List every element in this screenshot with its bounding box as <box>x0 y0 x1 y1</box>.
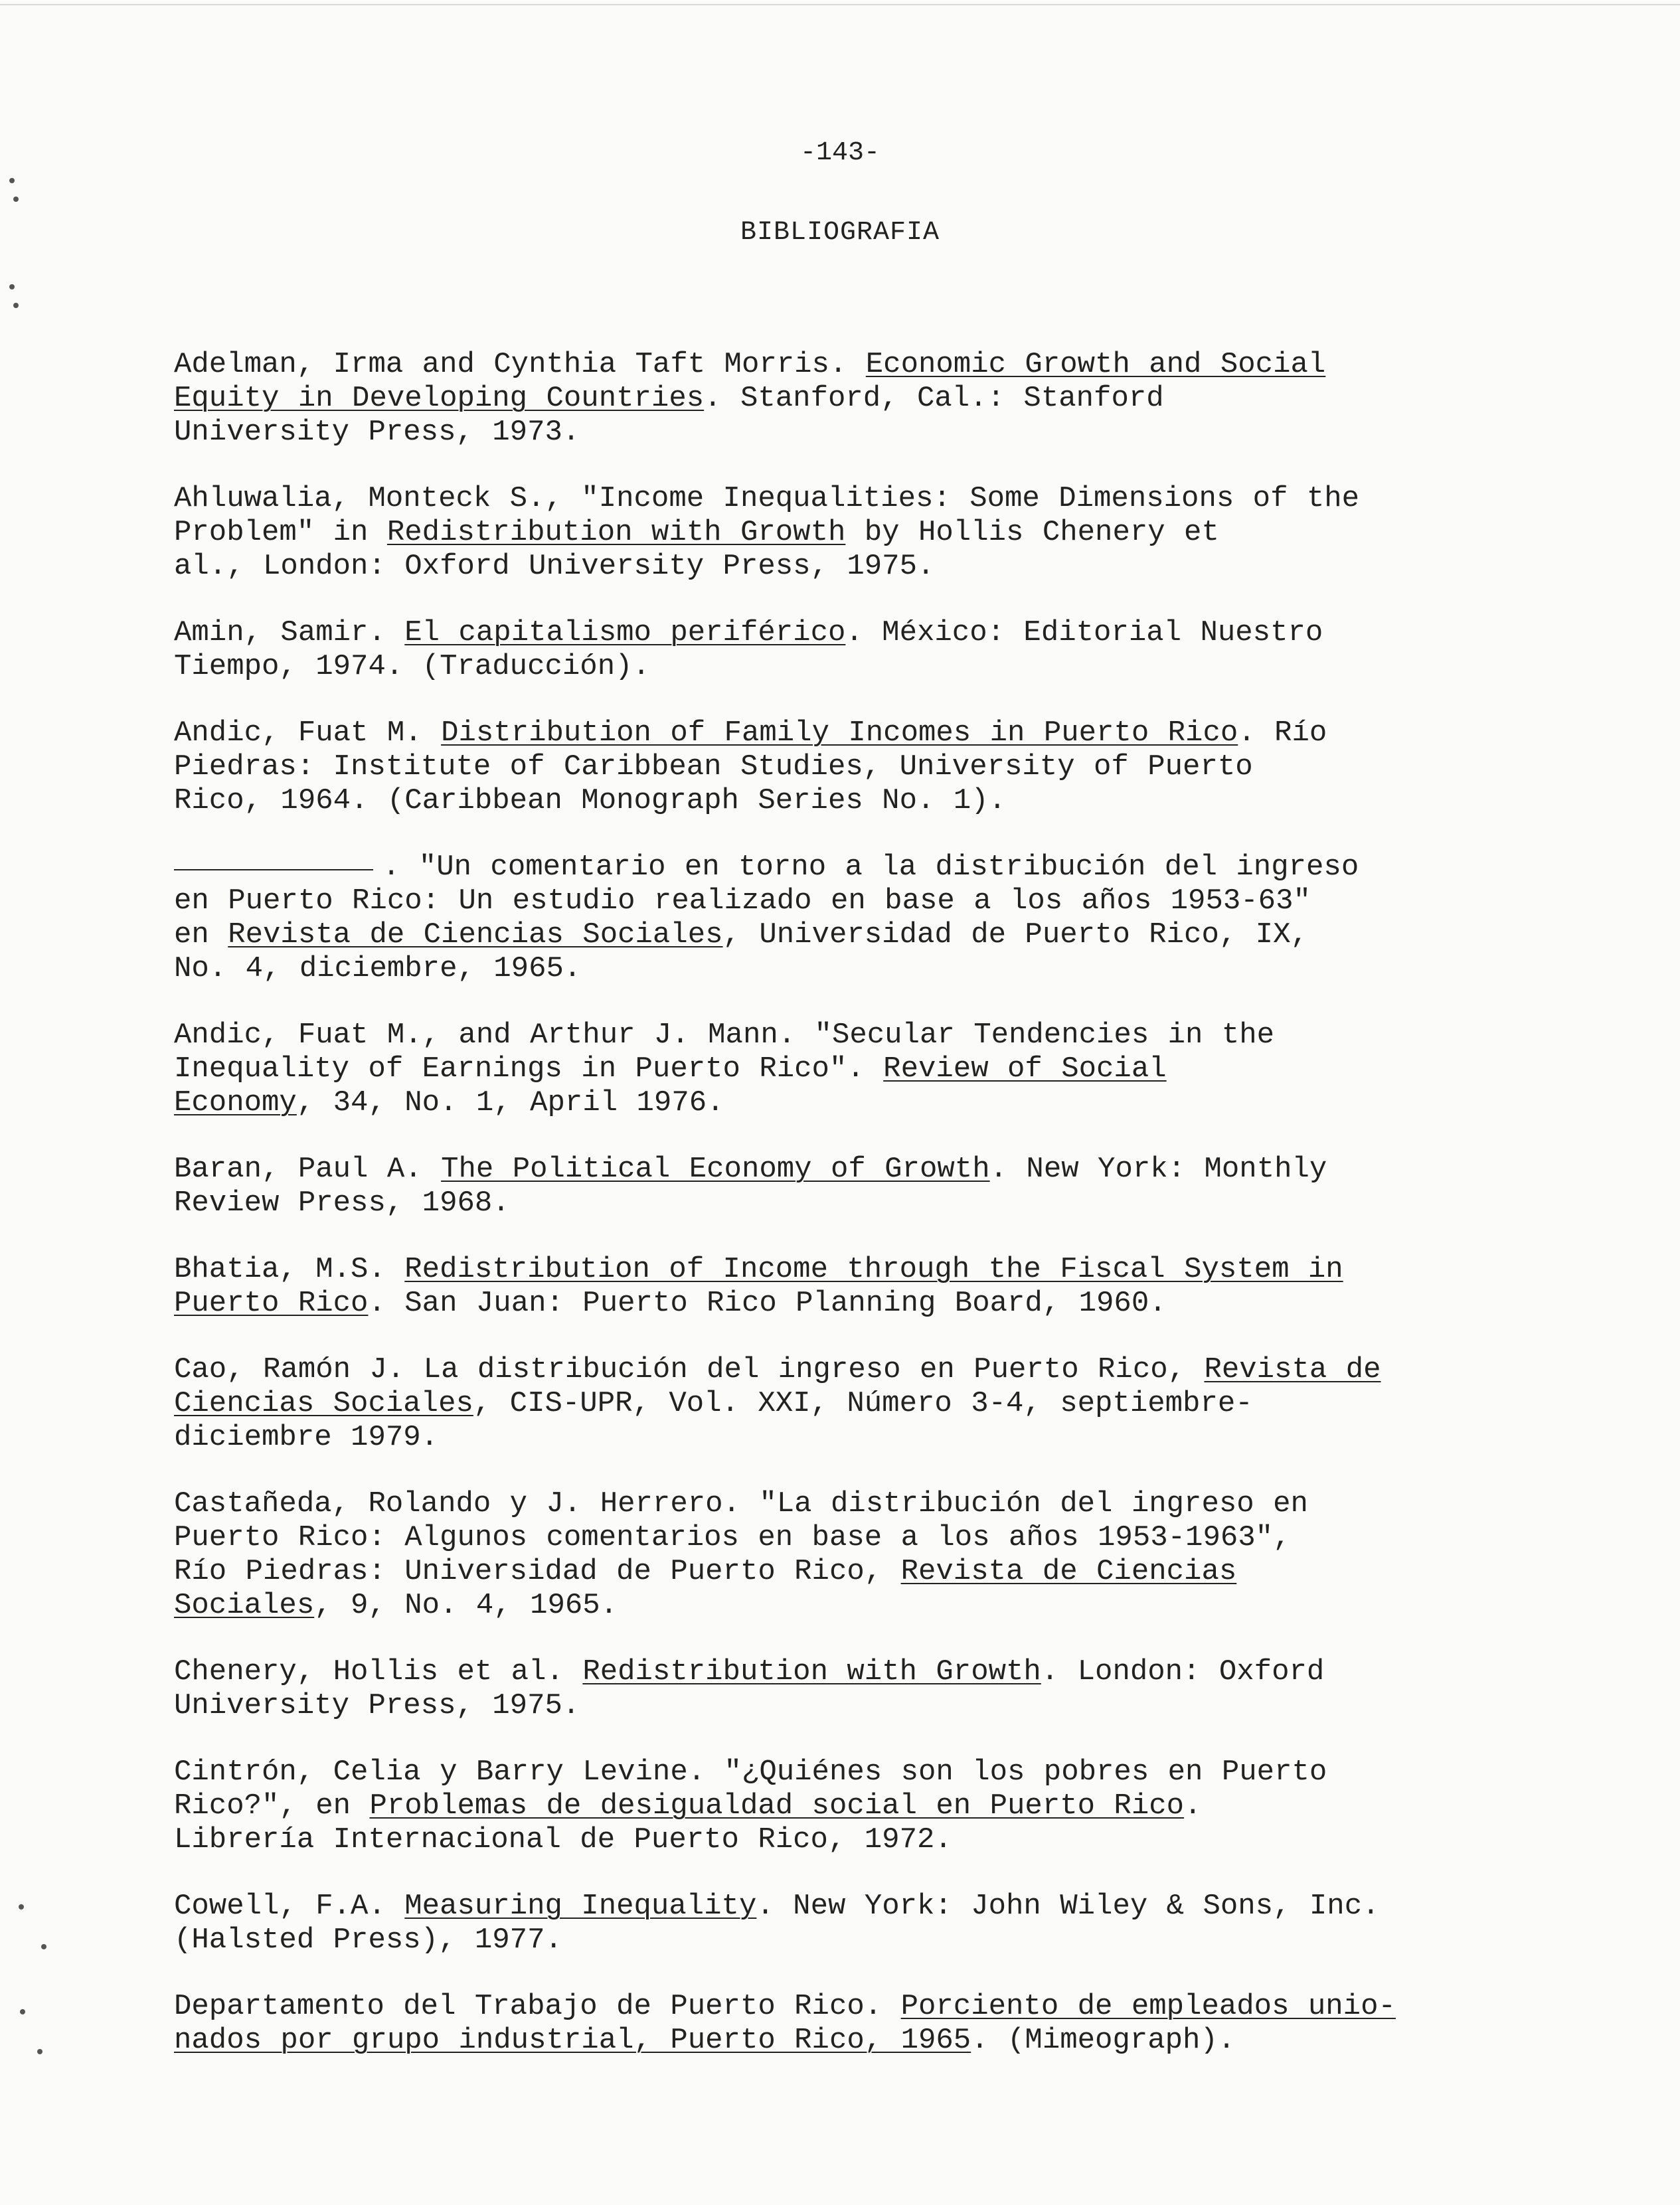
entry-text: . "Un comentario en torno a la distribución del ingreso <box>382 851 1359 884</box>
entry-line <box>174 348 1502 382</box>
margin-dot <box>9 178 15 183</box>
bibliography-entry <box>174 1353 1502 1455</box>
entry-text: Cintrón, Celia y Barry Levine. "¿Quiénes son los pobres en Puerto <box>174 1756 1327 1789</box>
bibliography-list <box>174 348 1502 2058</box>
entry-gap <box>174 1321 1502 1353</box>
entry-line <box>174 382 1502 416</box>
underlined-title: Revista de Ciencias <box>900 1555 1237 1588</box>
underlined-title: El capitalismo periférico <box>404 616 846 649</box>
entry-line <box>174 716 1502 750</box>
entry-text: Baran, Paul A. <box>174 1153 442 1186</box>
bibliography-entry <box>174 1655 1502 1723</box>
entry-text: Puerto Rico: Algunos comentarios en base a los años 1953-1963", <box>174 1521 1291 1554</box>
bibliography-entry <box>174 1253 1502 1321</box>
entry-text: , 34, No. 1, April 1976. <box>296 1086 724 1119</box>
entry-text: diciembre 1979. <box>174 1421 439 1454</box>
margin-dot <box>37 2049 42 2054</box>
underlined-title: Puerto Rico <box>174 1287 369 1320</box>
entry-text: , Universidad de Puerto Rico, IX, <box>722 918 1308 951</box>
entry-line <box>174 1387 1502 1421</box>
underlined-title: Review of Social <box>883 1052 1167 1086</box>
entry-line <box>174 482 1502 516</box>
margin-dot <box>20 2009 25 2014</box>
entry-gap <box>174 1623 1502 1655</box>
entry-line <box>174 1923 1502 1957</box>
entry-line <box>174 918 1502 952</box>
entry-line <box>174 1990 1502 2024</box>
underlined-title: The Political Economy of Growth <box>441 1153 990 1186</box>
entry-text: . México: Editorial Nuestro <box>845 616 1323 649</box>
bibliography-entry <box>174 1890 1502 1957</box>
entry-gap <box>174 1120 1502 1153</box>
underlined-title: Distribution of Family Incomes in Puerto Rico <box>441 716 1238 750</box>
entry-text: Bhatia, M.S. <box>174 1253 405 1286</box>
entry-text: en <box>174 918 228 951</box>
entry-gap <box>174 1957 1502 1990</box>
entry-text: Cao, Ramón J. La distribución del ingreso en Puerto Rico, <box>174 1353 1205 1386</box>
underlined-title: Problemas de desigualdad social en Puerto Rico <box>369 1789 1185 1823</box>
entry-line <box>174 1521 1502 1555</box>
entry-text: . (Mimeograph). <box>971 2024 1236 2057</box>
margin-dot <box>13 303 19 308</box>
entry-text: University Press, 1973. <box>174 416 580 449</box>
entry-line <box>174 1789 1502 1823</box>
entry-line <box>174 1253 1502 1287</box>
entry-line <box>174 1555 1502 1589</box>
entry-text: Problem" in <box>174 516 387 549</box>
bibliography-entry <box>174 851 1502 986</box>
entry-text: , 9, No. 4, 1965. <box>314 1589 618 1622</box>
entry-text: . London: Oxford <box>1041 1655 1325 1688</box>
page-title: BIBLIOGRAFIA <box>740 218 940 248</box>
entry-line <box>174 884 1502 918</box>
entry-text: Andic, Fuat M., and Arthur J. Mann. "Secular Tendencies in the <box>174 1019 1275 1052</box>
entry-text: Tiempo, 1974. (Traducción). <box>174 650 650 683</box>
bibliography-entry <box>174 1990 1502 2058</box>
entry-gap <box>174 818 1502 851</box>
underlined-title: Economy <box>174 1086 297 1119</box>
bibliography-entry <box>174 716 1502 818</box>
underlined-title: Revista de Ciencias Sociales <box>228 918 723 951</box>
entry-line <box>174 1689 1502 1723</box>
underlined-title: Economic Growth and Social <box>865 348 1326 381</box>
entry-line <box>174 416 1502 449</box>
underlined-title: Porciento de empleados unio- <box>900 1990 1396 2023</box>
underlined-title: Ciencias Sociales <box>174 1387 473 1420</box>
entry-text: Librería Internacional de Puerto Rico, 1972. <box>174 1823 952 1856</box>
entry-line <box>174 1890 1502 1923</box>
underlined-title: Measuring Inequality <box>404 1890 757 1923</box>
entry-text: . <box>1184 1789 1202 1823</box>
entry-text: . New York: John Wiley & Sons, Inc. <box>756 1890 1380 1923</box>
bibliography-entry <box>174 1487 1502 1623</box>
entry-line <box>174 516 1502 550</box>
entry-line <box>267 851 1502 884</box>
entry-text: Review Press, 1968. <box>174 1186 510 1220</box>
entry-gap <box>174 986 1502 1019</box>
margin-dot <box>19 1904 24 1910</box>
entry-line <box>174 952 1502 986</box>
entry-text: Inequality of Earnings in Puerto Rico". <box>174 1052 884 1086</box>
entry-line <box>174 1589 1502 1623</box>
entry-text: University Press, 1975. <box>174 1689 580 1722</box>
entry-text: al., London: Oxford University Press, 1975. <box>174 550 935 583</box>
entry-line <box>174 616 1502 650</box>
entry-text: Amin, Samir. <box>174 616 405 649</box>
underlined-title: Redistribution of Income through the Fiscal System in <box>404 1253 1343 1286</box>
underlined-title: Redistribution with Growth <box>582 1655 1041 1688</box>
underlined-title: Equity in Developing Countries <box>174 382 705 415</box>
entry-gap <box>174 1723 1502 1756</box>
entry-gap <box>174 1857 1502 1890</box>
page-number: -143- <box>799 138 881 168</box>
scan-edge <box>0 4 1680 5</box>
entry-line <box>174 1823 1502 1857</box>
bibliography-entry <box>174 1019 1502 1120</box>
entry-gap <box>174 684 1502 716</box>
entry-text: Rico?", en <box>174 1789 370 1823</box>
entry-line <box>174 784 1502 818</box>
entry-line <box>174 1421 1502 1455</box>
entry-text: (Halsted Press), 1977. <box>174 1923 562 1957</box>
entry-text: Cowell, F.A. <box>174 1890 405 1923</box>
margin-dot <box>41 1944 46 1949</box>
entry-text: Andic, Fuat M. <box>174 716 442 750</box>
entry-line <box>174 650 1502 684</box>
entry-line <box>174 1186 1502 1220</box>
entry-line <box>174 1019 1502 1052</box>
entry-text: . New York: Monthly <box>989 1153 1327 1186</box>
entry-text: Piedras: Institute of Caribbean Studies, University of Puerto <box>174 750 1253 783</box>
entry-text: . Stanford, Cal.: Stanford <box>704 382 1164 415</box>
entry-line <box>174 1153 1502 1186</box>
bibliography-entry <box>174 616 1502 684</box>
entry-line <box>174 1487 1502 1521</box>
bibliography-entry <box>174 1756 1502 1857</box>
entry-text: , CIS-UPR, Vol. XXI, Número 3-4, septiembre- <box>473 1387 1253 1420</box>
entry-line <box>174 550 1502 584</box>
entry-line <box>174 1086 1502 1120</box>
underlined-title: Sociales <box>174 1589 315 1622</box>
entry-gap <box>174 1455 1502 1487</box>
entry-text: . Río <box>1238 716 1327 750</box>
bibliography-entry <box>174 482 1502 584</box>
entry-line <box>174 1287 1502 1321</box>
bibliography-entry <box>174 348 1502 449</box>
underlined-title: Revista de <box>1204 1353 1381 1386</box>
entry-text: Adelman, Irma and Cynthia Taft Morris. <box>174 348 866 381</box>
entry-text: Chenery, Hollis et al. <box>174 1655 583 1688</box>
entry-line <box>174 1052 1502 1086</box>
entry-text: Rico, 1964. (Caribbean Monograph Series No. 1). <box>174 784 1007 817</box>
entry-gap <box>174 584 1502 616</box>
entry-text: en Puerto Rico: Un estudio realizado en base a los años 1953-63" <box>174 884 1311 918</box>
entry-text: Castañeda, Rolando y J. Herrero. "La distribución del ingreso en <box>174 1487 1308 1520</box>
entry-line <box>174 1353 1502 1387</box>
margin-dot <box>9 284 15 289</box>
entry-gap <box>174 1220 1502 1253</box>
ditto-author-rule <box>174 869 373 870</box>
entry-line <box>174 750 1502 784</box>
entry-line <box>174 2024 1502 2058</box>
underlined-title: Redistribution with Growth <box>386 516 846 549</box>
entry-text: . San Juan: Puerto Rico Planning Board, 1960. <box>368 1287 1167 1320</box>
entry-text: No. 4, diciembre, 1965. <box>174 952 582 985</box>
margin-dot <box>13 197 19 202</box>
entry-text: Río Piedras: Universidad de Puerto Rico, <box>174 1555 901 1588</box>
entry-line <box>174 1655 1502 1689</box>
entry-text: by Hollis Chenery et <box>845 516 1219 549</box>
entry-text: Departamento del Trabajo de Puerto Rico. <box>174 1990 901 2023</box>
entry-gap <box>174 449 1502 482</box>
entry-line <box>174 1756 1502 1789</box>
entry-text: Ahluwalia, Monteck S., "Income Inequalities: Some Dimensions of the <box>174 482 1360 515</box>
underlined-title: nados por grupo industrial, Puerto Rico, 1965 <box>174 2024 971 2057</box>
bibliography-entry <box>174 1153 1502 1220</box>
